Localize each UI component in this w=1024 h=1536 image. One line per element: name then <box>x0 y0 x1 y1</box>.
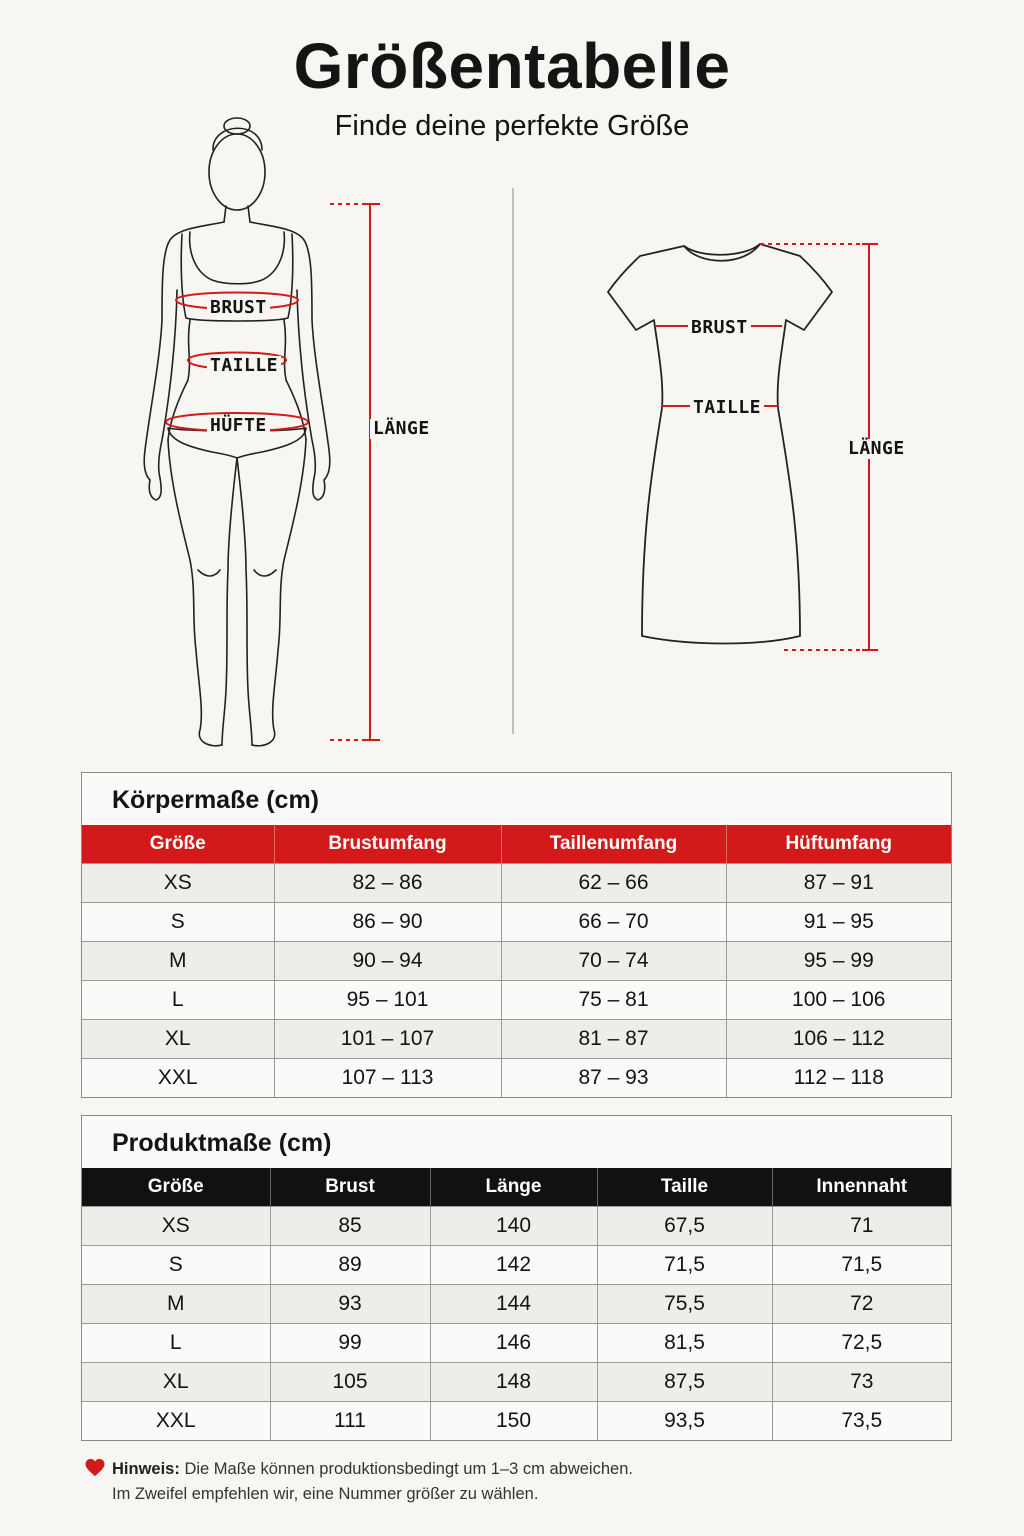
dress-label-brust: BRUST <box>688 318 751 338</box>
product-measurements-cell: 71,5 <box>597 1246 772 1285</box>
body-label-brust: BRUST <box>207 298 270 318</box>
note-text-line2: Im Zweifel empfehlen wir, eine Nummer größer zu wählen. <box>112 1485 539 1503</box>
product-measurements-cell: L <box>82 1324 270 1363</box>
body-measurements-cell: 112 – 118 <box>726 1059 951 1098</box>
product-measurements-cell: 71,5 <box>772 1246 951 1285</box>
product-measurements-cell: 142 <box>430 1246 597 1285</box>
product-measurements-table <box>81 1115 952 1441</box>
heart-icon <box>84 1458 106 1477</box>
product-measurements-cell: 75,5 <box>597 1285 772 1324</box>
body-measurements-cell: XXL <box>82 1059 274 1098</box>
body-measurements-cell: 107 – 113 <box>274 1059 501 1098</box>
body-measurements-cell: 66 – 70 <box>501 903 726 942</box>
body-measurements-header-cell: Taillenumfang <box>501 825 726 864</box>
product-measurements-cell: 111 <box>270 1402 430 1441</box>
body-measurements-cell: 87 – 93 <box>501 1059 726 1098</box>
product-measurements-row <box>82 1324 951 1363</box>
body-measurements-cell: S <box>82 903 274 942</box>
body-measurements-cell: XS <box>82 864 274 903</box>
product-measurements-cell: 89 <box>270 1246 430 1285</box>
body-measurements-cell: 86 – 90 <box>274 903 501 942</box>
product-measurements-header-cell: Länge <box>430 1168 597 1207</box>
body-measurements-row <box>82 1020 951 1059</box>
product-measurements-cell: M <box>82 1285 270 1324</box>
product-measurements-cell: 93,5 <box>597 1402 772 1441</box>
product-measurements-cell: 146 <box>430 1324 597 1363</box>
product-measurements-cell: 150 <box>430 1402 597 1441</box>
product-measurements-cell: 140 <box>430 1207 597 1246</box>
body-measurements-row <box>82 864 951 903</box>
body-figure-illustration <box>0 0 1024 760</box>
product-measurements-cell: 67,5 <box>597 1207 772 1246</box>
product-measurements-cell: S <box>82 1246 270 1285</box>
product-measurements-cell: 148 <box>430 1363 597 1402</box>
body-measurements-row <box>82 1059 951 1098</box>
product-measurements-cell: XL <box>82 1363 270 1402</box>
product-measurements-cell: 72,5 <box>772 1324 951 1363</box>
body-measurements-cell: 101 – 107 <box>274 1020 501 1059</box>
product-measurements-cell: 105 <box>270 1363 430 1402</box>
product-measurements-row <box>82 1246 951 1285</box>
body-measurements-cell: 87 – 91 <box>726 864 951 903</box>
product-measurements-cell: 81,5 <box>597 1324 772 1363</box>
note <box>84 1457 944 1507</box>
body-measurements-cell: 100 – 106 <box>726 981 951 1020</box>
product-measurements-row <box>82 1285 951 1324</box>
product-measurements-cell: 93 <box>270 1285 430 1324</box>
body-measurements-cell: M <box>82 942 274 981</box>
page-subtitle: Finde deine perfekte Größe <box>334 110 690 142</box>
body-measurements-row <box>82 903 951 942</box>
body-label-laenge: LÄNGE <box>370 419 433 439</box>
product-measurements-cell: XS <box>82 1207 270 1246</box>
product-measurements-cell: 99 <box>270 1324 430 1363</box>
product-measurements-cell: 73,5 <box>772 1402 951 1441</box>
body-measurements-row <box>82 942 951 981</box>
body-measurements-cell: 106 – 112 <box>726 1020 951 1059</box>
body-measurements-cell: 70 – 74 <box>501 942 726 981</box>
body-measurements-cell: 90 – 94 <box>274 942 501 981</box>
body-measurements-cell: XL <box>82 1020 274 1059</box>
product-measurements-row <box>82 1363 951 1402</box>
product-measurements-header-cell: Taille <box>597 1168 772 1207</box>
body-measurements-title: Körpermaße (cm) <box>112 786 319 814</box>
product-measurements-cell: 73 <box>772 1363 951 1402</box>
body-measurements-cell: 75 – 81 <box>501 981 726 1020</box>
product-measurements-header-cell: Innennaht <box>772 1168 951 1207</box>
product-measurements-row <box>82 1207 951 1246</box>
product-measurements-cell: XXL <box>82 1402 270 1441</box>
body-measurements-cell: 81 – 87 <box>501 1020 726 1059</box>
body-measurements-header-cell: Hüftumfang <box>726 825 951 864</box>
product-measurements-header-cell: Brust <box>270 1168 430 1207</box>
note-label: Hinweis: <box>112 1460 180 1478</box>
body-measurements-cell: 95 – 99 <box>726 942 951 981</box>
page-title: Größentabelle <box>293 30 731 102</box>
body-measurements-table <box>81 772 952 1098</box>
body-measurements-cell: 82 – 86 <box>274 864 501 903</box>
product-measurements-cell: 144 <box>430 1285 597 1324</box>
product-measurements-title: Produktmaße (cm) <box>112 1129 332 1157</box>
product-measurements-grid <box>82 1168 951 1440</box>
body-label-huefte: HÜFTE <box>207 416 270 436</box>
dress-label-laenge: LÄNGE <box>845 439 908 459</box>
body-measurements-header-cell: Größe <box>82 825 274 864</box>
body-measurements-grid <box>82 825 951 1097</box>
product-measurements-row <box>82 1402 951 1441</box>
measurement-illustrations <box>0 0 1024 760</box>
product-measurements-cell: 71 <box>772 1207 951 1246</box>
body-measurements-cell: 91 – 95 <box>726 903 951 942</box>
body-measurements-cell: 95 – 101 <box>274 981 501 1020</box>
body-measurements-row <box>82 981 951 1020</box>
body-label-taille: TAILLE <box>207 356 281 376</box>
body-measurements-cell: 62 – 66 <box>501 864 726 903</box>
note-text: Die Maße können produktionsbedingt um 1–3 cm abweichen. <box>184 1460 633 1478</box>
product-measurements-header-cell: Größe <box>82 1168 270 1207</box>
dress-label-taille: TAILLE <box>690 398 764 418</box>
product-measurements-cell: 87,5 <box>597 1363 772 1402</box>
body-measurements-header-cell: Brustumfang <box>274 825 501 864</box>
product-measurements-cell: 72 <box>772 1285 951 1324</box>
product-measurements-cell: 85 <box>270 1207 430 1246</box>
body-measurements-cell: L <box>82 981 274 1020</box>
